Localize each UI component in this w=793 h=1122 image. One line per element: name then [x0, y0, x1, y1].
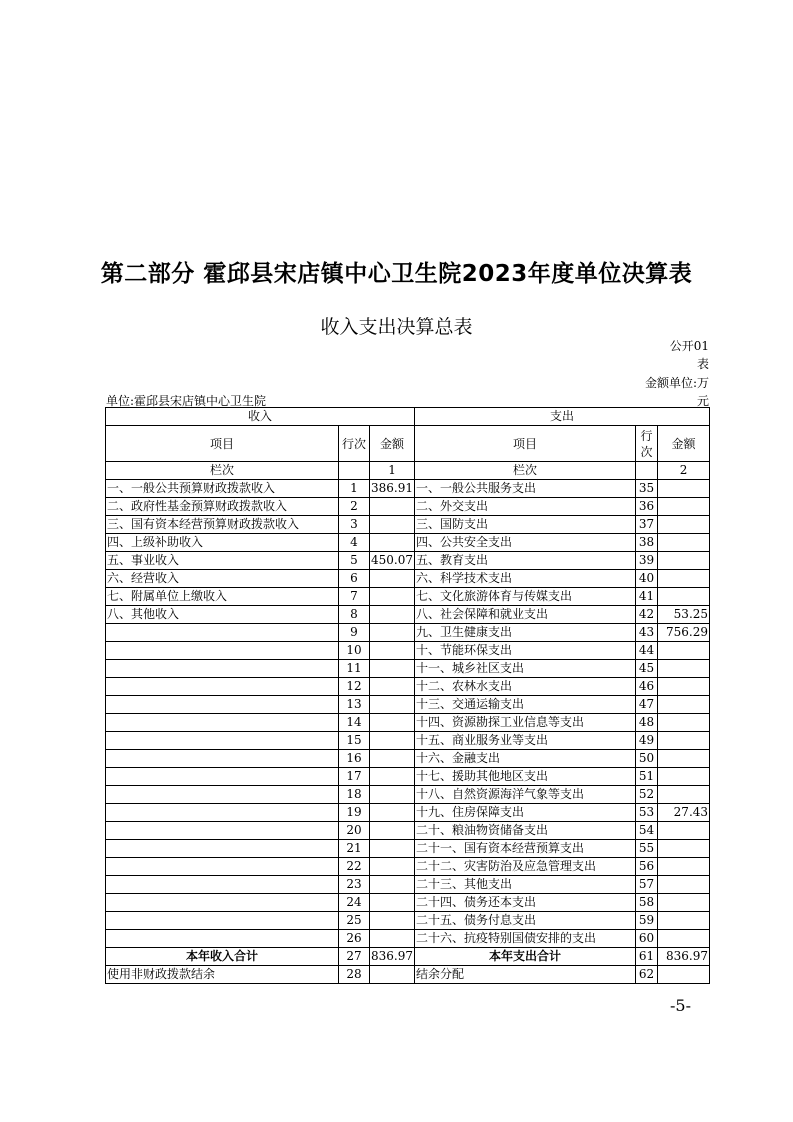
income-item-cell [106, 840, 339, 858]
income-amount-cell [370, 876, 415, 894]
income-row-no-cell: 19 [339, 804, 370, 822]
income-row-no-cell: 23 [339, 876, 370, 894]
expense-index-label: 栏次 [415, 462, 636, 480]
income-item-cell [106, 624, 339, 642]
expense-section-header: 支出 [415, 408, 710, 426]
income-row-no-cell: 28 [339, 966, 370, 984]
income-item-cell: 三、国有资本经营预算财政拨款收入 [106, 516, 339, 534]
expense-item-cell: 三、国防支出 [415, 516, 636, 534]
expense-item-cell: 七、文化旅游体育与传媒支出 [415, 588, 636, 606]
income-row-no-cell: 24 [339, 894, 370, 912]
income-row-no-cell: 15 [339, 732, 370, 750]
income-row-no-cell: 16 [339, 750, 370, 768]
income-item-cell [106, 804, 339, 822]
income-index-rowno [339, 462, 370, 480]
income-row-no-cell: 9 [339, 624, 370, 642]
income-amount-cell [370, 750, 415, 768]
income-amount-cell [370, 858, 415, 876]
income-item-cell: 五、事业收入 [106, 552, 339, 570]
table-row [106, 552, 710, 570]
income-amount-cell [370, 660, 415, 678]
table-row [106, 732, 710, 750]
income-row-no-cell: 2 [339, 498, 370, 516]
expense-item-cell: 五、教育支出 [415, 552, 636, 570]
income-index-value: 1 [370, 462, 415, 480]
income-row-no-cell: 27 [339, 948, 370, 966]
income-item-cell [106, 768, 339, 786]
income-row-no-cell: 14 [339, 714, 370, 732]
expense-item-cell: 二十二、灾害防治及应急管理支出 [415, 858, 636, 876]
expense-row-no-header: 行次 [636, 426, 658, 462]
income-item-cell [106, 876, 339, 894]
table-row [106, 822, 710, 840]
expense-item-cell: 六、科学技术支出 [415, 570, 636, 588]
expense-item-cell: 四、公共安全支出 [415, 534, 636, 552]
expense-amount-cell: 27.43 [658, 804, 710, 822]
income-amount-cell [370, 588, 415, 606]
income-row-no-cell: 22 [339, 858, 370, 876]
income-row-no-cell: 8 [339, 606, 370, 624]
income-item-cell [106, 930, 339, 948]
income-amount-header: 金额 [370, 426, 415, 462]
table-row [106, 696, 710, 714]
income-amount-cell [370, 912, 415, 930]
table-row [106, 858, 710, 876]
income-item-cell [106, 714, 339, 732]
income-item-cell: 六、经营收入 [106, 570, 339, 588]
income-amount-cell [370, 732, 415, 750]
table-row [106, 786, 710, 804]
expense-item-cell: 十五、商业服务业等支出 [415, 732, 636, 750]
expense-item-cell: 十四、资源勘探工业信息等支出 [415, 714, 636, 732]
page-title: 第二部分 霍邱县宋店镇中心卫生院2023年度单位决算表 [100, 261, 693, 287]
expense-row-no-cell: 61 [636, 948, 658, 966]
expense-row-no-cell: 40 [636, 570, 658, 588]
expense-amount-cell [658, 768, 710, 786]
expense-item-cell: 二十四、债务还本支出 [415, 894, 636, 912]
income-row-no-cell: 12 [339, 678, 370, 696]
table-subtitle: 收入支出决算总表 [320, 316, 473, 338]
table-row [106, 912, 710, 930]
income-row-no-cell: 13 [339, 696, 370, 714]
expense-item-cell: 十七、援助其他地区支出 [415, 768, 636, 786]
income-amount-cell: 836.97 [370, 948, 415, 966]
expense-item-cell: 二十六、抗疫特别国债安排的支出 [415, 930, 636, 948]
expense-amount-cell [658, 678, 710, 696]
table-row [106, 894, 710, 912]
income-row-no-cell: 5 [339, 552, 370, 570]
table-row [106, 480, 710, 498]
expense-row-no-cell: 47 [636, 696, 658, 714]
expense-row-no-cell: 53 [636, 804, 658, 822]
expense-row-no-cell: 35 [636, 480, 658, 498]
income-amount-cell [370, 696, 415, 714]
expense-amount-cell [658, 732, 710, 750]
income-row-no-cell: 10 [339, 642, 370, 660]
income-row-no-cell: 20 [339, 822, 370, 840]
income-item-cell [106, 642, 339, 660]
expense-row-no-cell: 36 [636, 498, 658, 516]
income-amount-cell [370, 624, 415, 642]
expense-row-no-cell: 60 [636, 930, 658, 948]
income-amount-cell [370, 498, 415, 516]
expense-amount-cell [658, 786, 710, 804]
expense-item-cell: 结余分配 [415, 966, 636, 984]
income-amount-cell: 450.07 [370, 552, 415, 570]
expense-amount-cell [658, 750, 710, 768]
expense-item-cell: 十三、交通运输支出 [415, 696, 636, 714]
expense-amount-cell [658, 876, 710, 894]
table-row [106, 714, 710, 732]
expense-item-cell: 十一、城乡社区支出 [415, 660, 636, 678]
income-amount-cell [370, 642, 415, 660]
amount-unit-line2: 元 [696, 394, 709, 408]
income-amount-cell [370, 840, 415, 858]
expense-amount-cell [658, 696, 710, 714]
table-row [106, 570, 710, 588]
expense-row-no-cell: 54 [636, 822, 658, 840]
income-row-no-cell: 21 [339, 840, 370, 858]
table-row [106, 930, 710, 948]
table-row [106, 768, 710, 786]
expense-item-cell: 九、卫生健康支出 [415, 624, 636, 642]
expense-amount-cell [658, 516, 710, 534]
expense-item-cell: 十六、金融支出 [415, 750, 636, 768]
expense-amount-cell [658, 966, 710, 984]
income-amount-cell [370, 768, 415, 786]
expense-row-no-cell: 44 [636, 642, 658, 660]
income-amount-cell [370, 570, 415, 588]
income-row-no-cell: 17 [339, 768, 370, 786]
expense-amount-cell [658, 660, 710, 678]
income-row-no-header: 行次 [339, 426, 370, 462]
income-item-cell [106, 732, 339, 750]
expense-row-no-cell: 46 [636, 678, 658, 696]
expense-amount-cell [658, 930, 710, 948]
expense-row-no-cell: 39 [636, 552, 658, 570]
table-row [106, 534, 710, 552]
income-item-cell: 使用非财政拨款结余 [106, 966, 339, 984]
table-row [106, 624, 710, 642]
expense-amount-cell [658, 714, 710, 732]
expense-row-no-cell: 52 [636, 786, 658, 804]
expense-amount-cell [658, 642, 710, 660]
expense-row-no-cell: 50 [636, 750, 658, 768]
income-amount-cell [370, 822, 415, 840]
form-number-line1: 公开01 [669, 339, 709, 353]
table-row [106, 948, 710, 966]
expense-row-no-cell: 45 [636, 660, 658, 678]
expense-row-no-cell: 49 [636, 732, 658, 750]
income-item-cell [106, 858, 339, 876]
income-item-cell [106, 912, 339, 930]
income-item-cell [106, 822, 339, 840]
expense-item-cell: 二十一、国有资本经营预算支出 [415, 840, 636, 858]
table-row [106, 642, 710, 660]
expense-item-cell: 八、社会保障和就业支出 [415, 606, 636, 624]
expense-item-cell: 二十、粮油物资储备支出 [415, 822, 636, 840]
income-item-header: 项目 [106, 426, 339, 462]
income-amount-cell [370, 966, 415, 984]
expense-row-no-cell: 41 [636, 588, 658, 606]
table-row [106, 750, 710, 768]
expense-amount-cell: 53.25 [658, 606, 710, 624]
income-amount-cell [370, 894, 415, 912]
expense-row-no-cell: 58 [636, 894, 658, 912]
expense-amount-cell [658, 534, 710, 552]
table-row [106, 588, 710, 606]
expense-row-no-cell: 37 [636, 516, 658, 534]
income-row-no-cell: 18 [339, 786, 370, 804]
expense-item-header: 项目 [415, 426, 636, 462]
expense-amount-cell [658, 894, 710, 912]
income-row-no-cell: 1 [339, 480, 370, 498]
expense-amount-cell [658, 858, 710, 876]
expense-row-no-cell: 38 [636, 534, 658, 552]
expense-amount-cell [658, 552, 710, 570]
page-number: -5- [670, 996, 691, 1015]
table-row [106, 876, 710, 894]
expense-item-cell: 十、节能环保支出 [415, 642, 636, 660]
expense-row-no-cell: 55 [636, 840, 658, 858]
expense-row-no-cell: 48 [636, 714, 658, 732]
table-row [106, 660, 710, 678]
income-item-cell: 四、上级补助收入 [106, 534, 339, 552]
income-expense-table [105, 407, 710, 984]
expense-amount-header: 金额 [658, 426, 710, 462]
income-row-no-cell: 3 [339, 516, 370, 534]
expense-item-cell: 十九、住房保障支出 [415, 804, 636, 822]
expense-amount-cell [658, 840, 710, 858]
unit-name: 单位:霍邱县宋店镇中心卫生院 [106, 394, 267, 408]
expense-row-no-cell: 42 [636, 606, 658, 624]
income-row-no-cell: 6 [339, 570, 370, 588]
expense-index-rowno [636, 462, 658, 480]
expense-row-no-cell: 43 [636, 624, 658, 642]
table-row [106, 804, 710, 822]
income-index-label: 栏次 [106, 462, 339, 480]
form-number-line2: 表 [696, 357, 709, 371]
amount-unit-line1: 金额单位:万 [644, 376, 709, 390]
expense-amount-cell: 836.97 [658, 948, 710, 966]
expense-amount-cell [658, 912, 710, 930]
income-amount-cell [370, 516, 415, 534]
form-number [649, 337, 709, 373]
expense-item-cell: 本年支出合计 [415, 948, 636, 966]
income-item-cell [106, 894, 339, 912]
income-item-cell [106, 750, 339, 768]
income-amount-cell [370, 930, 415, 948]
income-amount-cell [370, 804, 415, 822]
expense-item-cell: 十二、农林水支出 [415, 678, 636, 696]
table-row [106, 498, 710, 516]
income-item-cell [106, 678, 339, 696]
expense-row-no-cell: 59 [636, 912, 658, 930]
expense-item-cell: 二、外交支出 [415, 498, 636, 516]
income-amount-cell [370, 534, 415, 552]
income-amount-cell [370, 678, 415, 696]
expense-amount-cell [658, 498, 710, 516]
table-row [106, 678, 710, 696]
expense-amount-cell [658, 588, 710, 606]
expense-item-cell: 二十三、其他支出 [415, 876, 636, 894]
income-amount-cell [370, 606, 415, 624]
income-item-cell [106, 696, 339, 714]
income-row-no-cell: 25 [339, 912, 370, 930]
expense-index-value: 2 [658, 462, 710, 480]
income-row-no-cell: 26 [339, 930, 370, 948]
income-section-header: 收入 [106, 408, 415, 426]
income-row-no-cell: 7 [339, 588, 370, 606]
expense-item-cell: 一、一般公共服务支出 [415, 480, 636, 498]
expense-item-cell: 十八、自然资源海洋气象等支出 [415, 786, 636, 804]
expense-amount-cell: 756.29 [658, 624, 710, 642]
table-row [106, 966, 710, 984]
table-row [106, 840, 710, 858]
income-amount-cell [370, 786, 415, 804]
expense-row-no-cell: 51 [636, 768, 658, 786]
income-row-no-cell: 4 [339, 534, 370, 552]
income-item-cell: 二、政府性基金预算财政拨款收入 [106, 498, 339, 516]
income-amount-cell [370, 714, 415, 732]
table-row [106, 516, 710, 534]
income-amount-cell: 386.91 [370, 480, 415, 498]
income-item-cell: 七、附属单位上缴收入 [106, 588, 339, 606]
table-row [106, 606, 710, 624]
expense-amount-cell [658, 480, 710, 498]
expense-amount-cell [658, 570, 710, 588]
expense-item-cell: 二十五、债务付息支出 [415, 912, 636, 930]
expense-amount-cell [658, 822, 710, 840]
expense-row-no-cell: 56 [636, 858, 658, 876]
income-item-cell: 一、一般公共预算财政拨款收入 [106, 480, 339, 498]
expense-row-no-cell: 62 [636, 966, 658, 984]
income-item-cell [106, 786, 339, 804]
income-item-cell [106, 660, 339, 678]
income-item-cell: 本年收入合计 [106, 948, 339, 966]
income-item-cell: 八、其他收入 [106, 606, 339, 624]
amount-unit [589, 374, 709, 410]
expense-row-no-cell: 57 [636, 876, 658, 894]
income-row-no-cell: 11 [339, 660, 370, 678]
